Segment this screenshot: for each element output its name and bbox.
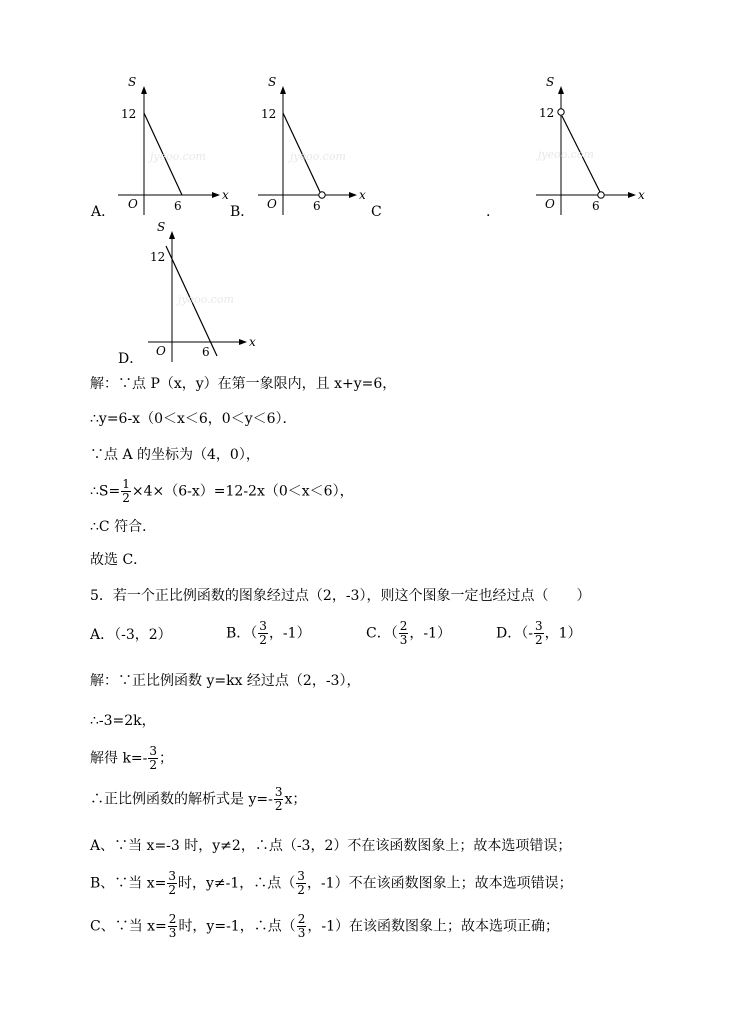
graph-d-y-tick: 12 xyxy=(150,250,166,264)
graph-c-open-point-top xyxy=(558,109,564,115)
solution2-line1: 解：∵正比例函数 y=kx 经过点（2，-3）， xyxy=(90,673,361,689)
formula-suffix: ×4×（6-x）=12-2x（0＜x＜6）， xyxy=(131,483,354,500)
graph-c-s-label: S xyxy=(546,75,555,89)
graph-d-watermark: jyeoo.com xyxy=(178,293,234,306)
graph-d-x-tick: 6 xyxy=(202,345,210,359)
option-d-label: D． xyxy=(118,351,144,367)
solution1-line3: ∵点 A 的坐标为（4，0）， xyxy=(90,447,260,463)
question5-text: 5．若一个正比例函数的图象经过点（2，-3），则这个图象一定也经过点（ ） xyxy=(90,588,591,604)
q5-option-d: D．（- $\frac{3}{2}$ ，1） xyxy=(496,619,582,647)
answer-graphs xyxy=(0,0,737,370)
solution1-answer: 故选 C． xyxy=(90,552,148,568)
graph-d xyxy=(148,220,256,362)
graph-b-s-label: S xyxy=(268,75,277,89)
graph-d-x-arrow xyxy=(239,339,247,345)
graph-b xyxy=(258,75,366,215)
graph-a-y-arrow xyxy=(141,86,147,94)
graph-a-origin: O xyxy=(128,197,138,211)
option-b-label: B． xyxy=(230,204,255,220)
graph-d-x-label: x xyxy=(249,335,256,349)
solution2-line-b: B、∵当 x= $\frac{3}{2}$ 时，y≠-1，∴点（ $\frac{3}{2}$ ，-1）不在该函数图象上；故本选项错误； xyxy=(90,869,573,897)
graph-a-watermark: jyeoo.com xyxy=(150,150,206,163)
graph-a xyxy=(118,75,229,215)
graph-b-y-arrow xyxy=(280,86,286,94)
solution2-line-c: C、∵当 x= $\frac{2}{3}$ 时，y=-1，∴点（ $\frac{2}{3}$ ，-1）在该函数图象上；故本选项正确； xyxy=(90,912,559,940)
graph-c-open-point-right xyxy=(598,192,604,198)
graph-a-x-tick: 6 xyxy=(174,199,182,213)
graph-b-x-arrow xyxy=(349,192,357,198)
graph-c-x-label: x xyxy=(638,188,645,202)
solution1-line2: ∴y=6-x（0＜x＜6，0＜y＜6）． xyxy=(90,411,297,427)
solution1-line5: ∴C 符合． xyxy=(90,519,157,535)
graph-c-y-tick: 12 xyxy=(539,106,555,120)
graph-d-y-arrow xyxy=(169,231,175,239)
q5-option-a: A．（-3，2） xyxy=(90,627,172,643)
graph-a-x-arrow xyxy=(212,192,220,198)
solution2-line3: 解得 k=- $\frac{3}{2}$ ； xyxy=(90,744,174,772)
graph-c-watermark: jyeoo.com xyxy=(538,148,594,161)
graph-b-watermark: jyeoo.com xyxy=(290,150,346,163)
fraction-half: $\frac{1}{2}$ xyxy=(122,477,130,505)
solution2-line-a: A、∵当 x=-3 时，y≠2，∴点（-3，2）不在该函数图象上；故本选项错误； xyxy=(90,838,572,854)
graph-a-y-tick: 12 xyxy=(121,107,137,121)
graph-b-x-tick: 6 xyxy=(313,199,321,213)
solution1-line1: 解：∵点 P（x，y）在第一象限内，且 x+y=6， xyxy=(90,376,397,392)
graph-c-x-tick: 6 xyxy=(592,199,600,213)
q5-option-c: C．（ $\frac{2}{3}$ ，-1） xyxy=(366,619,451,647)
formula-prefix: ∴S= xyxy=(90,483,121,500)
graph-c xyxy=(535,75,645,215)
solution1-line4 xyxy=(90,478,354,505)
graph-a-x-label: x xyxy=(222,188,229,202)
graph-b-origin: O xyxy=(267,197,277,211)
graph-c-y-arrow xyxy=(558,86,564,94)
graph-a-s-label: S xyxy=(128,75,137,89)
solution2-line4: ∴正比例函数的解析式是 y=- $\frac{3}{2}$ x； xyxy=(90,785,307,813)
graph-b-x-label: x xyxy=(359,188,366,202)
graph-d-origin: O xyxy=(156,344,166,358)
graph-b-y-tick: 12 xyxy=(261,107,277,121)
graph-c-x-arrow xyxy=(628,192,636,198)
graph-d-s-label: S xyxy=(157,220,166,234)
graph-b-open-point xyxy=(319,192,325,198)
solution2-line2: ∴-3=2k， xyxy=(90,713,156,729)
graph-c-origin: O xyxy=(545,197,555,211)
option-a-label: A． xyxy=(91,204,116,220)
option-c-dot: . xyxy=(486,204,491,220)
option-c-label: C xyxy=(371,204,382,220)
q5-option-b: B．（ $\frac{3}{2}$ ，-1） xyxy=(226,619,311,647)
